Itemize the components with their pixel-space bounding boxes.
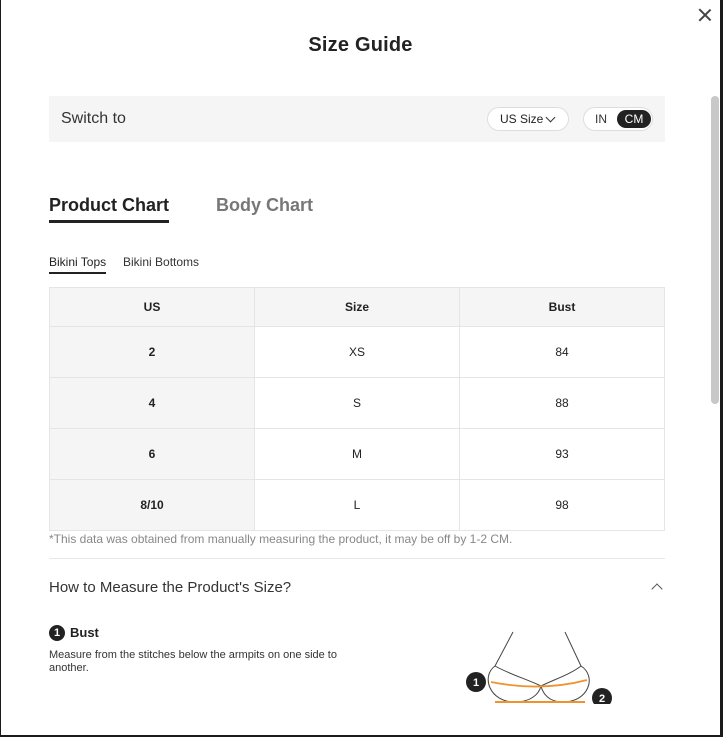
table-row	[50, 378, 665, 429]
tab-product-chart[interactable]: Product Chart	[49, 195, 169, 223]
unit-toggle[interactable]	[583, 107, 653, 131]
marker-2-label: 2	[598, 693, 606, 704]
close-icon[interactable]	[695, 5, 715, 25]
switch-label: Switch to	[61, 110, 126, 127]
bikini-top-illustration	[461, 628, 621, 704]
measure-section-title[interactable]: How to Measure the Product's Size?	[49, 579, 292, 596]
size-system-select[interactable]	[487, 107, 569, 131]
cell-bust: 98	[460, 480, 665, 531]
scrollbar[interactable]	[711, 96, 719, 404]
cell-us: 8/10	[50, 480, 255, 531]
measurement-footnote: *This data was obtained from manually measuring the product, it may be off by 1-2 CM.	[49, 532, 513, 546]
table-row	[50, 429, 665, 480]
cell-size: M	[255, 429, 460, 480]
chevron-down-icon	[546, 113, 556, 123]
chevron-up-icon[interactable]	[651, 583, 662, 594]
subtab-bikini-tops[interactable]: Bikini Tops	[49, 255, 106, 274]
header-us: US	[50, 288, 255, 327]
cell-size: L	[255, 480, 460, 531]
step-number-badge: 1	[49, 625, 65, 641]
table-row	[50, 327, 665, 378]
marker-1-label: 1	[472, 677, 480, 689]
header-bust: Bust	[460, 288, 665, 327]
page-title: Size Guide	[308, 34, 413, 56]
step-title: Bust	[70, 625, 99, 640]
cell-bust: 88	[460, 378, 665, 429]
tab-body-chart[interactable]: Body Chart	[216, 195, 314, 215]
subtab-bikini-bottoms[interactable]: Bikini Bottoms	[123, 255, 200, 269]
cell-size: XS	[255, 327, 460, 378]
divider	[49, 558, 665, 559]
cell-size: S	[255, 378, 460, 429]
unit-in-option[interactable]: IN	[595, 112, 607, 126]
cell-us: 2	[50, 327, 255, 378]
header-size: Size	[255, 288, 460, 327]
unit-cm-option[interactable]: CM	[617, 110, 651, 128]
size-select-value: US Size	[500, 112, 544, 126]
cell-us: 4	[50, 378, 255, 429]
cell-bust: 93	[460, 429, 665, 480]
size-chart-table	[49, 287, 665, 531]
size-guide-modal	[1, 0, 720, 735]
table-row	[50, 480, 665, 531]
cell-bust: 84	[460, 327, 665, 378]
switch-bar	[49, 96, 665, 142]
step-description: Measure from the stitches below the armpits on one side to another.	[49, 649, 337, 674]
cell-us: 6	[50, 429, 255, 480]
table-header-row	[50, 288, 665, 327]
